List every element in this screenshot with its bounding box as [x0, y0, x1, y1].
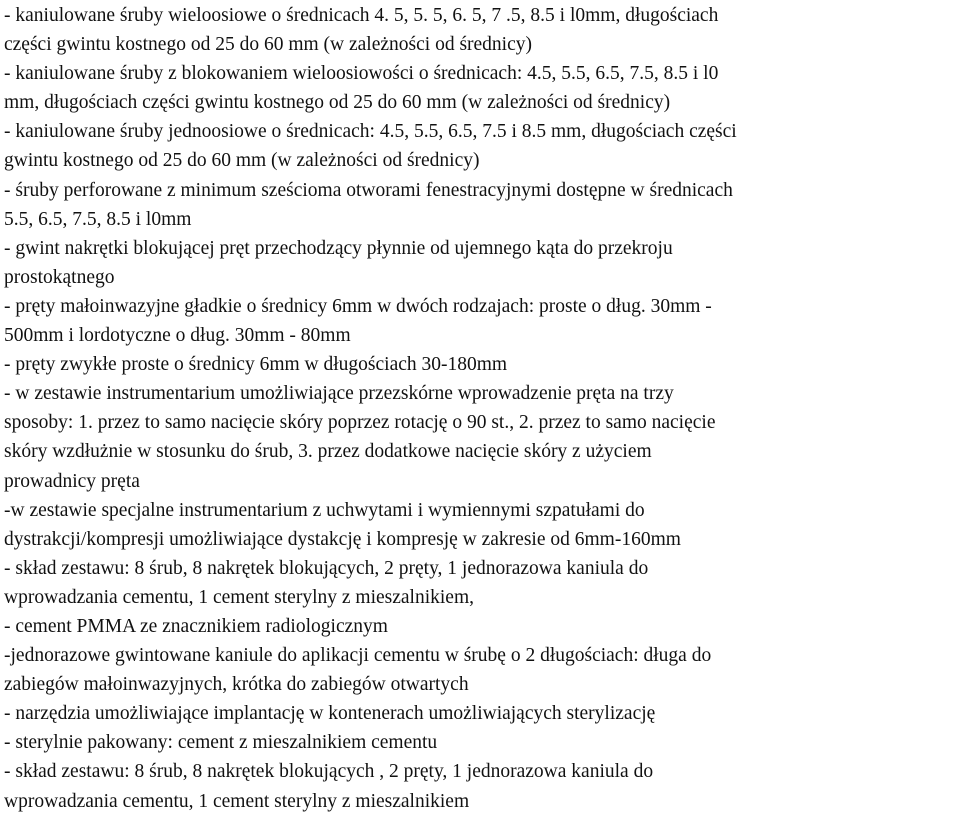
text-line: - skład zestawu: 8 śrub, 8 nakrętek blokujących , 2 pręty, 1 jednorazowa kaniula do	[4, 761, 654, 783]
text-line: dystrakcji/kompresji umożliwiające dystakcję i kompresję w zakresie od 6mm-160mm	[4, 528, 681, 550]
text-line: - pręty małoinwazyjne gładkie o średnicy 6mm w dwóch rodzajach: proste o dług. 30mm -	[4, 295, 712, 317]
text-line: części gwintu kostnego od 25 do 60 mm (w zależności od średnicy)	[4, 34, 532, 56]
text-line: - sterylnie pakowany: cement z mieszalnikiem cementu	[4, 732, 438, 754]
text-line: mm, długościach części gwintu kostnego od 25 do 60 mm (w zależności od średnicy)	[4, 92, 671, 114]
text-line: - kaniulowane śruby jednoosiowe o średnicach: 4.5, 5.5, 6.5, 7.5 i 8.5 mm, długościach części	[4, 121, 737, 143]
text-line: wprowadzania cementu, 1 cement sterylny z mieszalnikiem,	[4, 586, 474, 608]
text-line: - cement PMMA ze znacznikiem radiologicznym	[4, 615, 388, 637]
text-line: - skład zestawu: 8 śrub, 8 nakrętek blokujących, 2 pręty, 1 jednorazowa kaniula do	[4, 557, 649, 579]
document-body	[4, 1, 956, 816]
text-line: - pręty zwykłe proste o średnicy 6mm w długościach 30-180mm	[4, 354, 508, 376]
text-line: 500mm i lordotyczne o dług. 30mm - 80mm	[4, 325, 351, 347]
text-line: - kaniulowane śruby z blokowaniem wieloosiowości o średnicach: 4.5, 5.5, 6.5, 7.5, 8.5 i l0	[4, 63, 719, 85]
text-line: prowadnicy pręta	[4, 470, 140, 492]
text-line: skóry wzdłużnie w stosunku do śrub, 3. przez dodatkowe nacięcie skóry z użyciem	[4, 441, 652, 463]
text-line: -jednorazowe gwintowane kaniule do aplikacji cementu w śrubę o 2 długościach: długa do	[4, 645, 712, 667]
text-line: prostokątnego	[4, 266, 115, 288]
text-line: - narzędzia umożliwiające implantację w kontenerach umożliwiających sterylizację	[4, 703, 656, 725]
text-line: - w zestawie instrumentarium umożliwiające przezskórne wprowadzenie pręta na trzy	[4, 383, 674, 405]
text-line: - gwint nakrętki blokującej pręt przechodzący płynnie od ujemnego kąta do przekroju	[4, 237, 673, 259]
text-line: -w zestawie specjalne instrumentarium z uchwytami i wymiennymi szpatułami do	[4, 499, 645, 521]
text-line: - kaniulowane śruby wieloosiowe o średnicach 4. 5, 5. 5, 6. 5, 7 .5, 8.5 i l0mm, długościach	[4, 5, 719, 26]
text-line: sposoby: 1. przez to samo nacięcie skóry poprzez rotację o 90 st., 2. przez to samo nacięcie	[4, 412, 716, 434]
text-line: - śruby perforowane z minimum sześcioma otworami fenestracyjnymi dostępne w średnicach	[4, 179, 733, 201]
text-line: 5.5, 6.5, 7.5, 8.5 i l0mm	[4, 208, 192, 230]
text-line: zabiegów małoinwazyjnych, krótka do zabiegów otwartych	[4, 674, 469, 696]
text-line: gwintu kostnego od 25 do 60 mm (w zależności od średnicy)	[4, 150, 480, 172]
text-line: wprowadzania cementu, 1 cement sterylny z mieszalnikiem	[4, 790, 470, 812]
